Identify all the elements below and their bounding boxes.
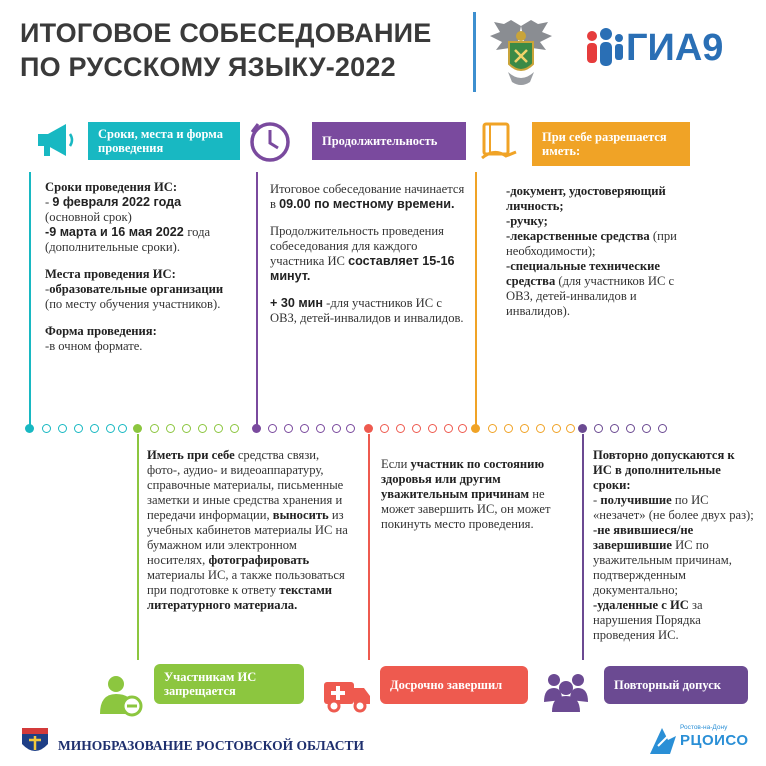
- timeline-dot: [150, 424, 159, 433]
- timeline-dot: [594, 424, 603, 433]
- clock-icon: [247, 118, 293, 164]
- dates-block: Сроки проведения ИС: - 9 февраля 2022 года (основной срок) -9 марта и 16 мая 2022 года (дополнительные сроки).: [45, 180, 211, 254]
- timeline-dot: [412, 424, 421, 433]
- stem-purple-dark: [582, 434, 584, 660]
- page-title: [20, 16, 470, 84]
- title-line-2: ПО РУССКОМУ ЯЗЫКУ-2022: [20, 52, 396, 82]
- timeline-dot: [90, 424, 99, 433]
- stem-purple: [256, 172, 258, 426]
- timeline-dot: [520, 424, 529, 433]
- stem-green: [137, 434, 139, 660]
- timeline-dot: [25, 424, 34, 433]
- stem-red: [368, 434, 370, 660]
- label-prohibited: Участникам ИС запрещается: [154, 664, 304, 704]
- timeline-dot: [252, 424, 261, 433]
- user-minus-icon: [98, 672, 144, 718]
- timeline-dot: [74, 424, 83, 433]
- timeline-dot: [118, 424, 127, 433]
- timeline-dot: [332, 424, 341, 433]
- timeline-dot: [626, 424, 635, 433]
- timeline-dot: [364, 424, 373, 433]
- form-block: Форма проведения: -в очном формате.: [45, 324, 157, 353]
- timeline-dot: [504, 424, 513, 433]
- timeline-dot: [284, 424, 293, 433]
- label-readmission: Повторный допуск: [604, 666, 748, 704]
- timeline-dot: [610, 424, 619, 433]
- timeline-dot: [396, 424, 405, 433]
- timeline-dot: [58, 424, 67, 433]
- timeline-dot: [566, 424, 575, 433]
- group-icon: [542, 670, 590, 714]
- label-duration: Продолжительность: [312, 122, 466, 160]
- gia9-logo-text: ГИА9: [626, 27, 724, 69]
- card-allowed: -документ, удостоверяющий личность; -ручку; -лекарственные средства (при необходимости); -специальные технические средства (для участников ИС с ОВЗ, детей-инвалидов и инвалидов).: [506, 184, 677, 318]
- timeline-dot: [106, 424, 115, 433]
- timeline-dot: [300, 424, 309, 433]
- card-duration: Итоговое собеседование начинается в 09.00 по местному времени. Продолжительность проведения собеседования для каждого участника ИС составляет 15-16 минут. + 30 мин -для участников ИС с ОВЗ, детей-инвалидов и инвалидов.: [270, 182, 465, 325]
- timeline-dot: [428, 424, 437, 433]
- stem-teal: [29, 172, 31, 426]
- label-allowed: При себе разрешается иметь:: [532, 122, 690, 166]
- rostov-coat-of-arms-icon: [18, 724, 52, 760]
- rcoi-logo-icon: [648, 726, 678, 756]
- timeline-dot: [182, 424, 191, 433]
- timeline-dot: [444, 424, 453, 433]
- rcoi-logo: [648, 722, 756, 760]
- ambulance-icon: [322, 674, 372, 714]
- timeline-dot: [198, 424, 207, 433]
- title-line-1: ИТОГОВОЕ СОБЕСЕДОВАНИЕ: [20, 18, 432, 48]
- timeline-dot: [316, 424, 325, 433]
- timeline-dot: [578, 424, 587, 433]
- card-readmission: Повторно допускаются к ИС в дополнительные сроки: - получившие по ИС «незачет» (не более двух раз); -не явившиеся/не завершившие ИС по уважительным причинам, подтвержденным документально; -удаленные с ИС за нарушения Порядка проведения ИС.: [593, 448, 754, 642]
- card-dates-places: [45, 180, 245, 366]
- footer-ministry: МИНОБРАЗОВАНИЕ РОСТОВСКОЙ ОБЛАСТИ: [58, 738, 364, 753]
- hand-book-icon: [478, 118, 522, 164]
- label-dates-places: Сроки, места и форма проведения: [88, 122, 240, 160]
- timeline-dot: [458, 424, 467, 433]
- timeline-dot: [133, 424, 142, 433]
- card-prohibited: Иметь при себе средства связи, фото-, аудио- и видеоаппаратуру, справочные материалы, письменные заметки и иные средства хранения и передачи информации, выносить из учебных кабинетов материалы ИС на бумажном или электронном носителях, фотографировать материалы ИС, а также пользоваться при подготовке к ответу текстами литературного материала.: [147, 448, 348, 612]
- timeline-dot: [658, 424, 667, 433]
- header-divider: [473, 12, 476, 92]
- timeline-dot: [346, 424, 355, 433]
- rosobrnadzor-emblem-icon: [482, 12, 560, 90]
- rcoi-city: Ростов-на-Дону: [680, 724, 728, 731]
- timeline-dot: [536, 424, 545, 433]
- timeline-dot: [380, 424, 389, 433]
- places-block: Места проведения ИС: -образовательные организации (по месту обучения участников).: [45, 267, 224, 311]
- gia9-logo: [584, 26, 754, 70]
- timeline-dot: [42, 424, 51, 433]
- timeline-dot: [642, 424, 651, 433]
- card-early-finish: Если участник по состоянию здоровья или другим уважительным причинам не может завершить ИС, он может покинуть место проведения.: [381, 457, 551, 531]
- timeline-dot: [552, 424, 561, 433]
- timeline-dot: [488, 424, 497, 433]
- stem-orange: [475, 172, 477, 426]
- megaphone-icon: [34, 120, 78, 160]
- title-year: -2022: [325, 52, 396, 82]
- timeline-dot: [471, 424, 480, 433]
- timeline: [0, 424, 766, 436]
- timeline-dot: [214, 424, 223, 433]
- timeline-dot: [166, 424, 175, 433]
- timeline-dot: [230, 424, 239, 433]
- rcoi-text: РЦОИСО: [680, 732, 749, 749]
- timeline-dot: [268, 424, 277, 433]
- gia-people-icon: [584, 26, 624, 70]
- label-early-finish: Досрочно завершил: [380, 666, 528, 704]
